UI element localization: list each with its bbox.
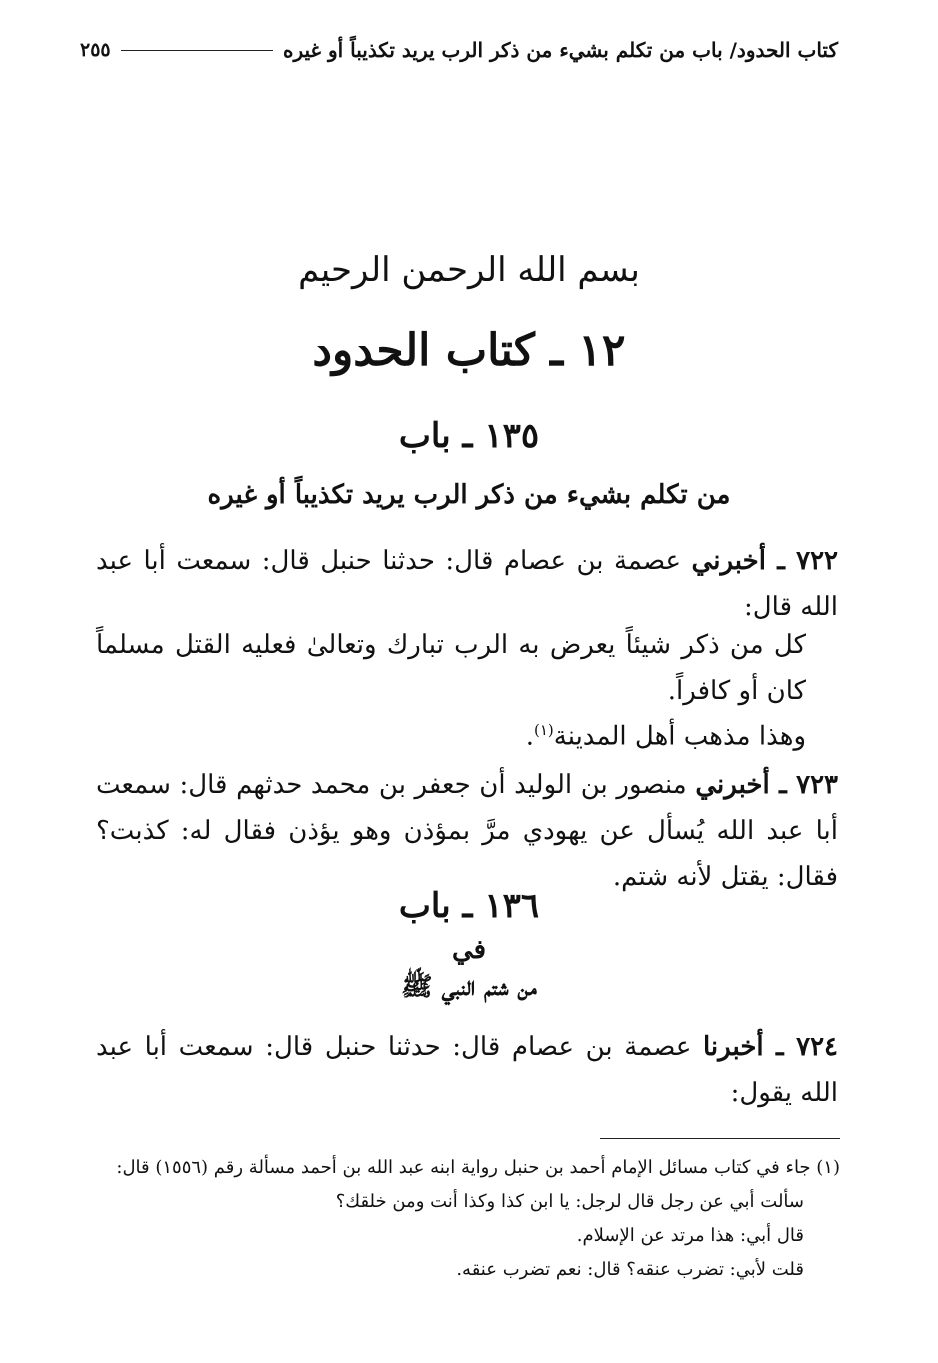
footnote-line: سألت أبي عن رجل قال لرجل: يا ابن كذا وكذا أنت ومن خلقك؟	[335, 1191, 804, 1212]
footnote-line: قلت لأبي: تضرب عنقه؟ قال: نعم تضرب عنقه.	[456, 1259, 804, 1280]
footnotes	[96, 1152, 840, 1292]
chapter-135-heading: ١٣٥ ـ باب	[398, 416, 540, 456]
narration-text: عصمة بن عصام قال: حدثنا حنبل قال: سمعت أبا عبد الله قال:	[96, 546, 838, 622]
narration-text: منصور بن الوليد أن جعفر بن محمد حدثهم قال: سمعت أبا عبد الله يُسأل عن يهودي مرَّ بمؤذن وهو يؤذن فقال له: كذبت؟ فقال: يقتل لأنه شتم.	[96, 770, 838, 892]
book-title: ١٢ ـ كتاب الحدود	[312, 325, 626, 376]
note-text: وهذا مذهب أهل المدينة	[553, 721, 806, 752]
chapter-136-title-line1: في	[451, 935, 487, 965]
header-rule	[121, 50, 273, 51]
narration-723	[96, 762, 838, 900]
footnote-ref: (١)	[534, 721, 554, 739]
narration-722-quote: كل من ذكر شيئاً يعرض به الرب تبارك وتعالىٰ فعليه القتل مسلماً كان أو كافراً.	[96, 630, 806, 706]
narration-lead: ٧٢٢ ـ أخبرني	[691, 546, 839, 576]
basmala: بسم الله الرحمن الرحيم	[298, 250, 640, 290]
footnote-line: (١) جاء في كتاب مسائل الإمام أحمد بن حنبل رواية ابنه عبد الله بن أحمد مسألة رقم (١٥٥٦) قال:	[116, 1157, 840, 1178]
narration-text: عصمة بن عصام قال: حدثنا حنبل قال: سمعت أبا عبد الله يقول:	[96, 1032, 838, 1108]
footnote-line: قال أبي: هذا مرتد عن الإسلام.	[576, 1225, 804, 1246]
narration-lead: ٧٢٣ ـ أخبرني	[695, 770, 839, 800]
page-number: ٢٥٥	[80, 39, 111, 61]
running-header	[80, 30, 838, 70]
chapter-135-title: من تكلم بشيء من ذكر الرب يريد تكذيباً أو غيره	[207, 480, 731, 510]
chapter-136-heading: ١٣٦ ـ باب	[398, 886, 540, 926]
note-end: .	[525, 721, 534, 752]
chapter-136-title-line2: من شتم النبي ﷺ	[401, 972, 537, 1002]
narration-722-note	[96, 707, 806, 760]
footnote-rule	[600, 1138, 840, 1139]
narration-722	[96, 538, 838, 630]
narration-724	[96, 1024, 838, 1116]
running-title: كتاب الحدود/ باب من تكلم بشيء من ذكر الرب يريد تكذيباً أو غيره	[282, 38, 838, 62]
narration-lead: ٧٢٤ ـ أخبرنا	[702, 1032, 839, 1062]
